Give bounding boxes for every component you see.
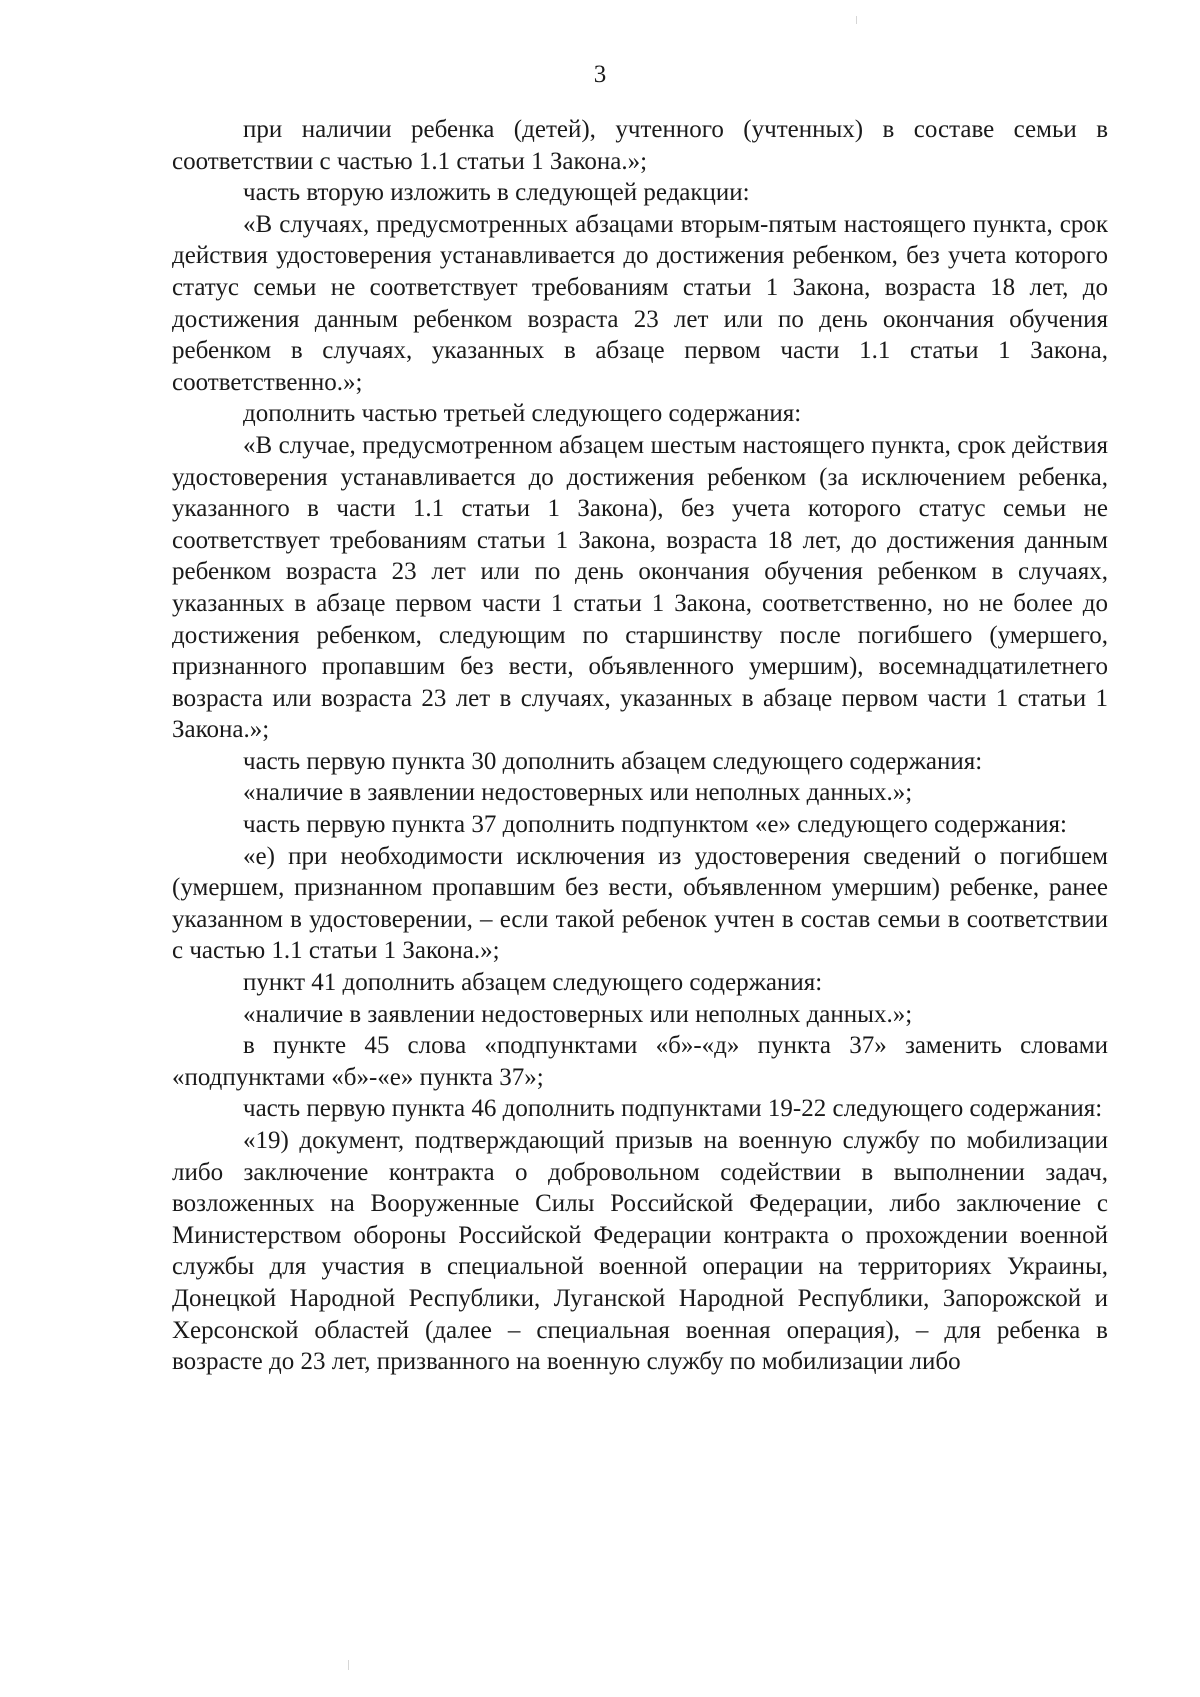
paragraph: «19) документ, подтверждающий призыв на военную службу по мобилизации либо заключение контракта о добровольном содействии в выполнении задач, возложенных на Вооруженные Силы Российской Федерации, либо заключение с Министерством обороны Российской Федерации контракта о прохождении военной службы для участия в специальной военной операции на территориях Украины, Донецкой Народной Республики, Луганской Народной Республики, Запорожской и Херсонской областей (далее – специальная военная операция), – для ребенка в возрасте до 23 лет, призванного на военную службу по мобилизации либо [172, 1127, 1108, 1376]
page-number: 3 [593, 61, 607, 88]
scan-artifact [348, 1660, 349, 1670]
paragraph: часть первую пункта 30 дополнить абзацем следующего содержания: [243, 747, 983, 775]
paragraph: часть первую пункта 46 дополнить подпунктами 19-22 следующего содержания: [243, 1095, 1103, 1123]
paragraph: пункт 41 дополнить абзацем следующего содержания: [243, 969, 823, 997]
paragraph: дополнить частью третьей следующего содержания: [243, 400, 802, 428]
paragraph: часть первую пункта 37 дополнить подпунктом «е» следующего содержания: [243, 811, 1067, 839]
paragraph: «е) при необходимости исключения из удостоверения сведений о погибшем (умершем, признанном пропавшим без вести, объявленном умершим) ребенке, ранее указанном в удостоверении, – если такой ребенок учтен в состав семьи в соответствии с частью 1.1 статьи 1 Закона.»; [172, 842, 1108, 965]
paragraph: в пункте 45 слова «подпунктами «б»-«д» пункта 37» заменить словами «подпунктами «б»-«е» пункта 37»; [172, 1032, 1108, 1091]
paragraph: при наличии ребенка (детей), учтенного (учтенных) в составе семьи в соответствии с частью 1.1 статьи 1 Закона.»; [172, 116, 1108, 175]
paragraph: «наличие в заявлении недостоверных или неполных данных.»; [243, 779, 913, 807]
paragraph: «В случаях, предусмотренных абзацами вторым-пятым настоящего пункта, срок действия удостоверения устанавливается до достижения ребенком, без учета которого статус семьи не соответствует требованиям статьи 1 Закона, возраста 18 лет, до достижения данным ребенком возраста 23 лет или по день окончания обучения ребенком в случаях, указанных в абзаце первом части 1.1 статьи 1 Закона, соответственно.»; [172, 210, 1108, 396]
scan-artifact [856, 16, 857, 24]
document-body [172, 114, 1108, 1378]
paragraph: «наличие в заявлении недостоверных или неполных данных.»; [243, 1000, 913, 1028]
paragraph: «В случае, предусмотренном абзацем шестым настоящего пункта, срок действия удостоверения устанавливается до достижения ребенком (за исключением ребенка, указанного в части 1.1 статьи 1 Закона), без учета которого статус семьи не соответствует требованиям статьи 1 Закона, возраста 18 лет, до достижения данным ребенком возраста 23 лет или по день окончания обучения ребенком в случаях, указанных в абзаце первом части 1 статьи 1 Закона, соответственно, но не более до достижения ребенком, следующим по старшинству после погибшего (умершего, признанного пропавшим без вести, объявленного умершим), восемнадцатилетнего возраста или возраста 23 лет в случаях, указанных в абзаце первом части 1 статьи 1 Закона.»; [172, 431, 1108, 744]
paragraph: часть вторую изложить в следующей редакции: [243, 179, 750, 207]
